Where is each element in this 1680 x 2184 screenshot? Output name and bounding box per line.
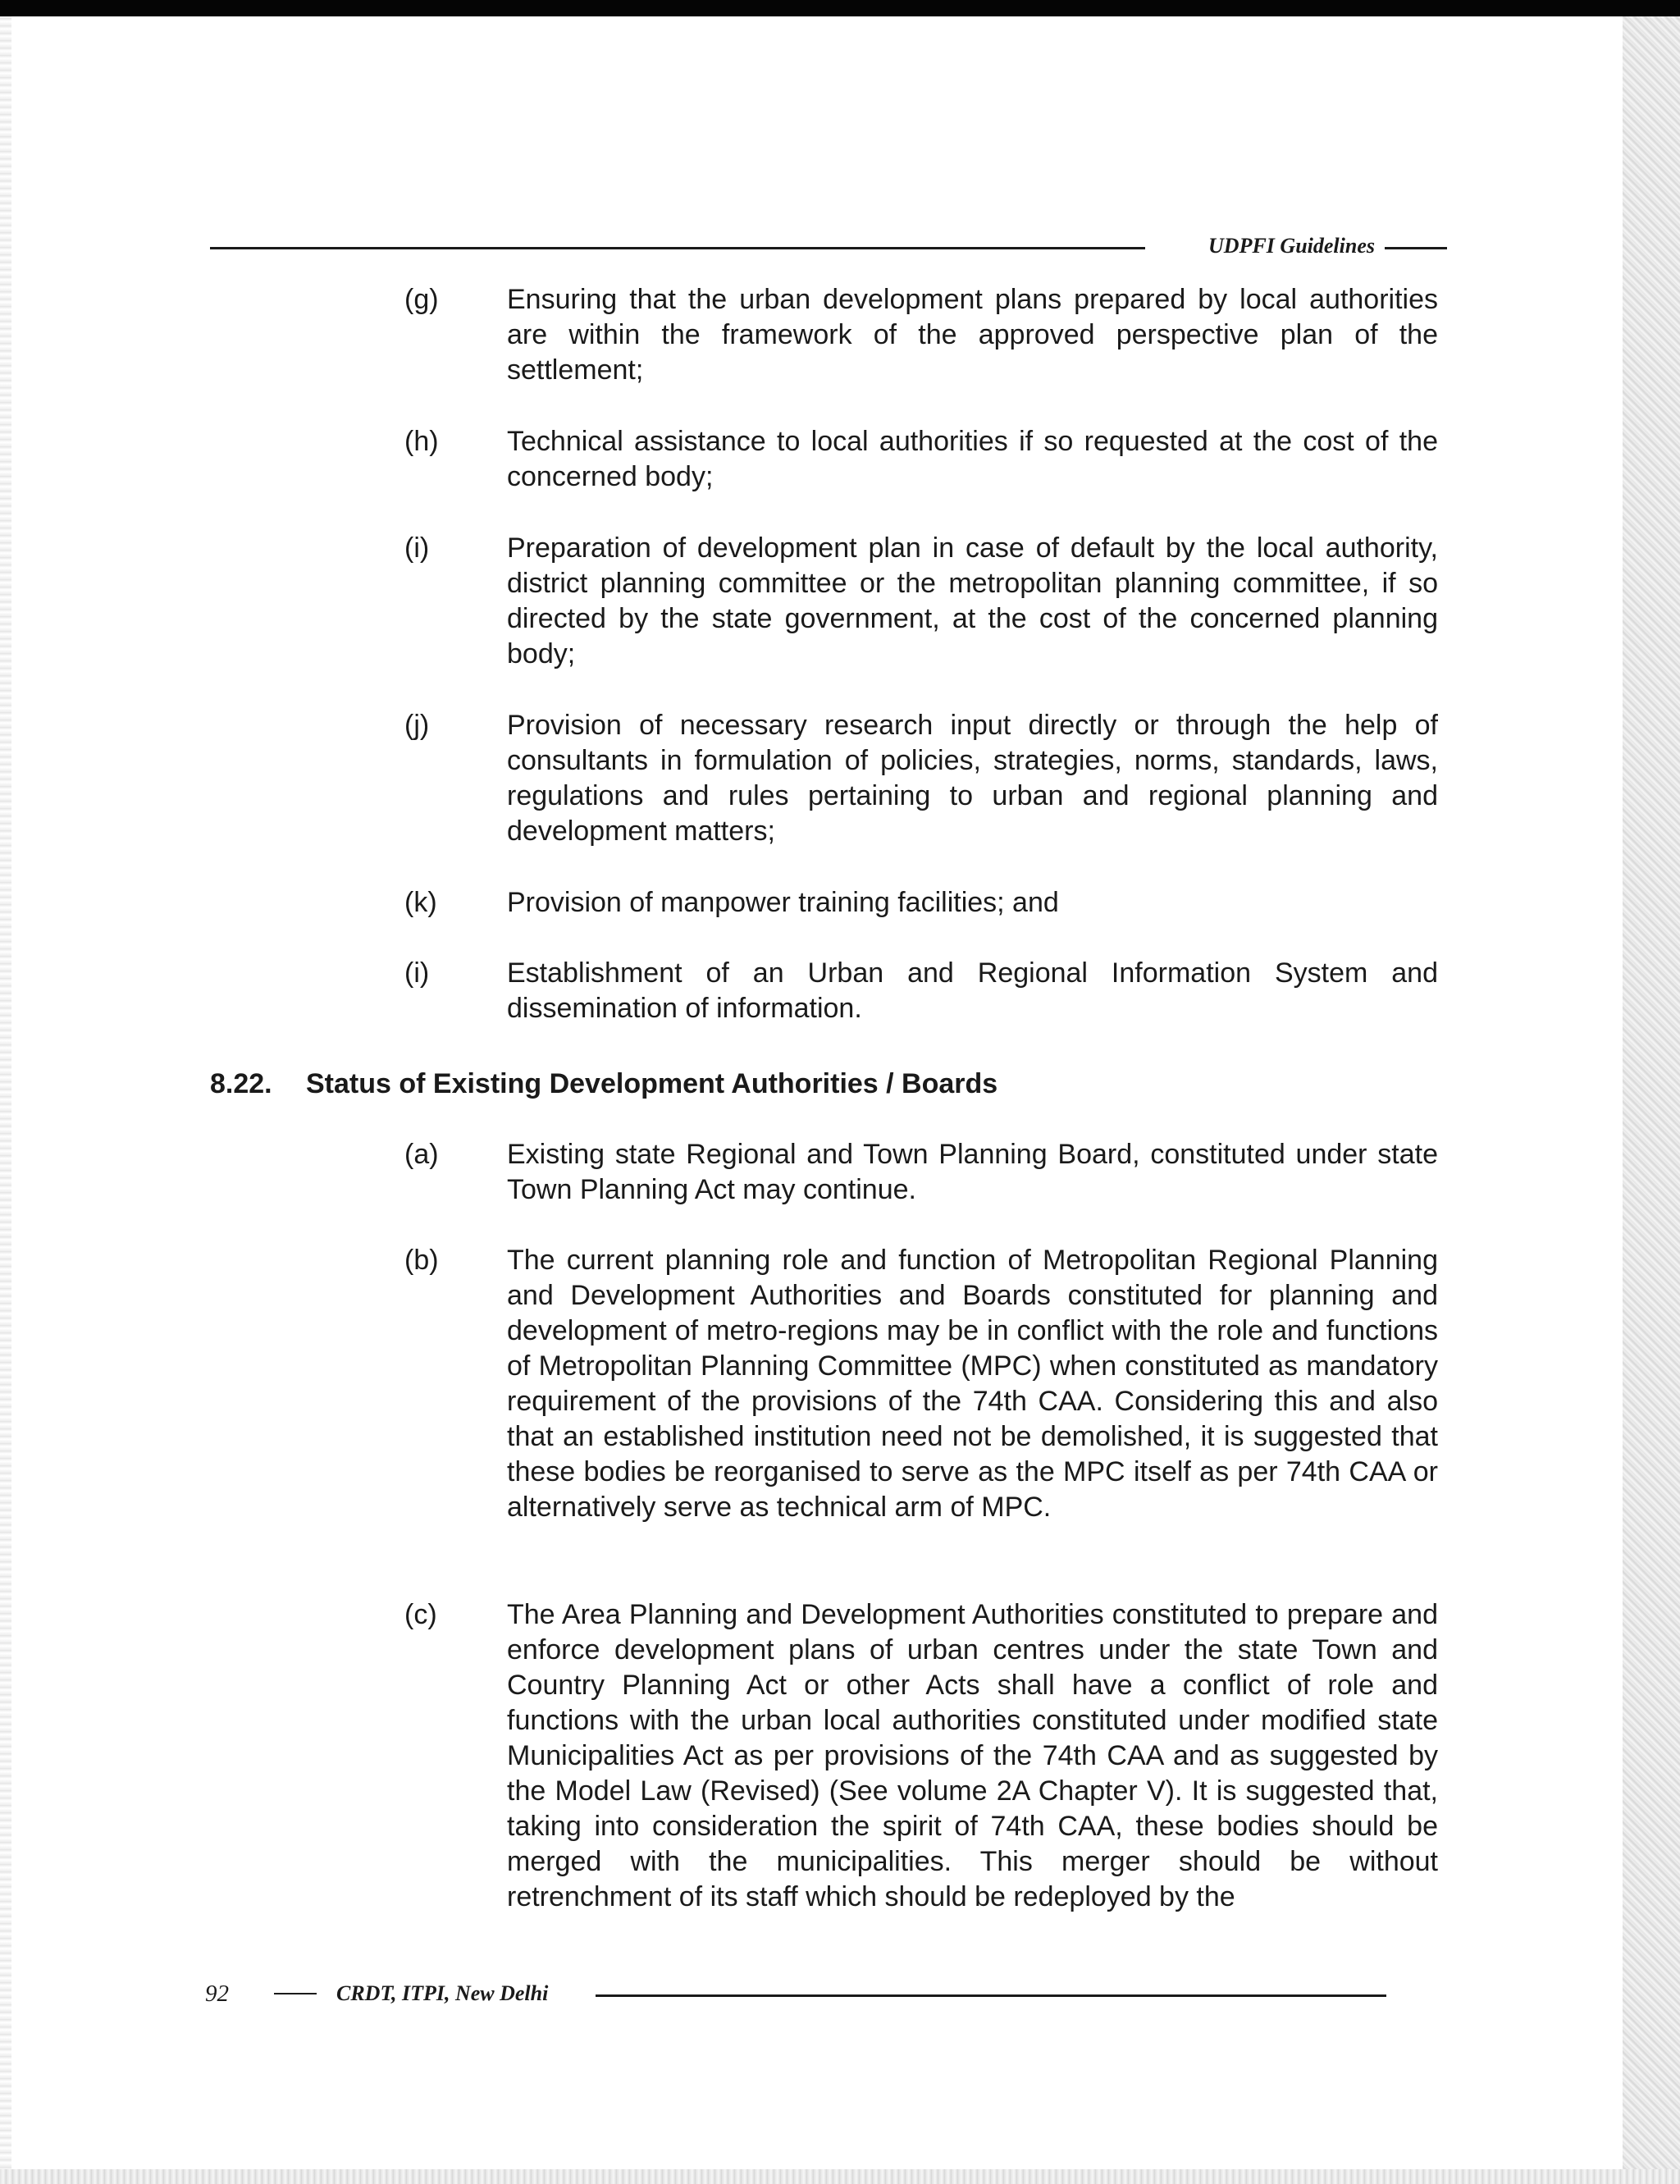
list-item-label: (i): [404, 532, 430, 564]
header-rule-right: [1385, 247, 1447, 249]
list-item-text: Establishment of an Urban and Regional Information System and dissemination of information.: [507, 957, 1438, 1024]
list-item-label: (j): [404, 710, 430, 741]
list-item-label: (g): [404, 284, 439, 315]
scan-border-left: [0, 16, 11, 2174]
section-number: 8.22.: [210, 1068, 272, 1099]
list-item-text: Ensuring that the urban development plans prepared by local authorities are within the framework of the approved perspective plan of the settlement;: [507, 284, 1438, 386]
page-number: 92: [205, 1981, 229, 2007]
footer-rule: [596, 1994, 1386, 1997]
footer-title: CRDT, ITPI, New Delhi: [336, 1981, 549, 2005]
list-item-label: (h): [404, 426, 439, 457]
list-item-label: (i): [404, 957, 430, 989]
list-item-text: Existing state Regional and Town Planning Board, constituted under state Town Planning Act may continue.: [507, 1139, 1438, 1205]
list-item-label: (a): [404, 1139, 439, 1170]
list-item-text: Provision of manpower training facilities; and: [507, 887, 1059, 918]
footer-dash: [274, 1993, 317, 1994]
list-item-text: The Area Planning and Development Authorities constituted to prepare and enforce development plans of urban centres under the state Town and Country Planning Act or other Acts shall have a conflict of role and functions with the urban local authorities constituted under modified state Municipalities Act as per provisions of the 74th CAA and as suggested by the Model Law (Revised) (See volume 2A Chapter V). It is suggested that, taking into consideration the spirit of 74th CAA, these bodies should be merged with the municipalities. This merger should be without retrenchment of its staff which should be redeployed by the: [507, 1599, 1438, 1912]
page-header: [210, 228, 1447, 269]
list-item-label: (c): [404, 1599, 437, 1630]
list-item-text: Provision of necessary research input directly or through the help of consultants in formulation of policies, strategies, norms, standards, laws, regulations and rules pertaining to urban and regional planning and development matters;: [507, 710, 1438, 847]
list-item-text: The current planning role and function of Metropolitan Regional Planning and Development Authorities and Boards constituted for planning and development of metro-regions may be in conflict with the role and functions of Metropolitan Planning Committee (MPC) when constituted as mandatory requirement of the provisions of the 74th CAA. Considering this and also that an established institution need not be demolished, it is suggested that these bodies be reorganised to serve as the MPC itself as per 74th CAA or alternatively serve as technical arm of MPC.: [507, 1245, 1438, 1523]
header-title: UDPFI Guidelines: [1208, 234, 1375, 258]
page-footer: [205, 1976, 1386, 2012]
scan-border-right: [1623, 16, 1680, 2184]
scan-border-top: [0, 0, 1680, 16]
header-rule-left: [210, 247, 1145, 249]
scan-border-bottom: [0, 2169, 1680, 2184]
list-item-text: Technical assistance to local authorities if so requested at the cost of the concerned body;: [507, 426, 1438, 492]
section-heading: Status of Existing Development Authorities / Boards: [306, 1068, 998, 1099]
list-item-text: Preparation of development plan in case of default by the local authority, district planning committee or the metropolitan planning committee, if so directed by the state government, at the cost of the concerned planning body;: [507, 532, 1438, 669]
list-item-label: (k): [404, 887, 437, 918]
list-item-label: (b): [404, 1245, 439, 1276]
